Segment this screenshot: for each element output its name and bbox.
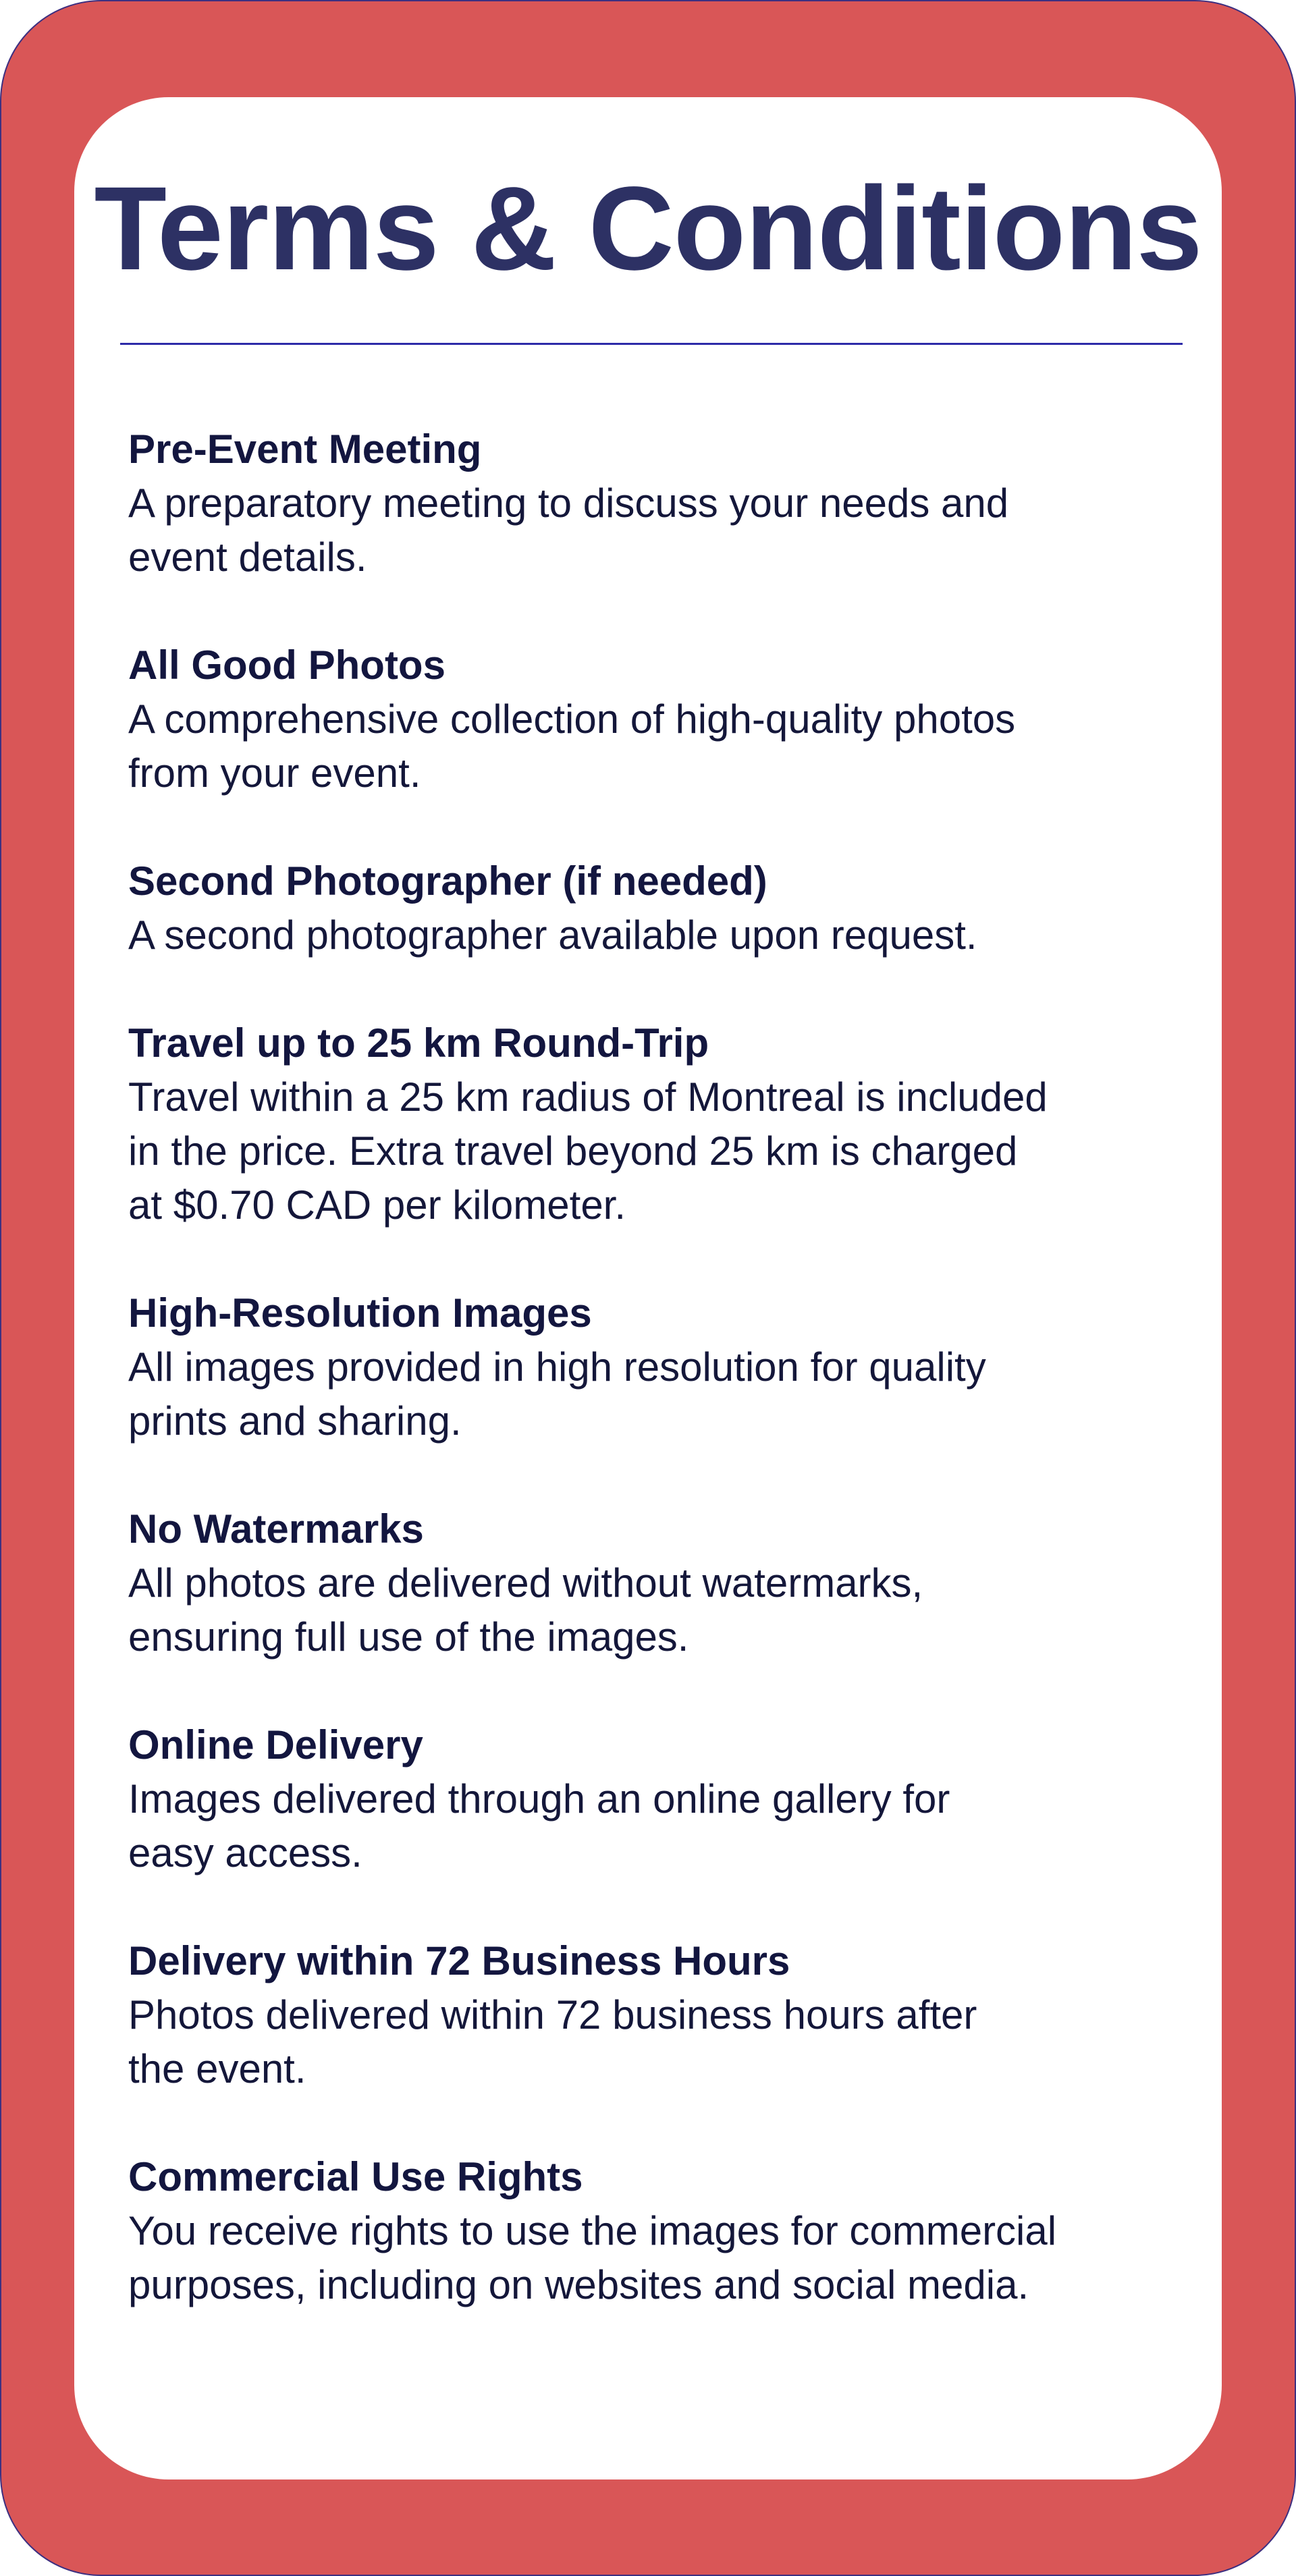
term-travel [128, 1016, 1181, 1232]
term-description: Images delivered through an online gallery for easy access. [128, 1776, 950, 1875]
term-heading: Online Delivery [128, 1722, 423, 1767]
term-description: Photos delivered within 72 business hours after the event. [128, 1992, 977, 2091]
term-all-good-photos [128, 638, 1181, 800]
terms-card [74, 97, 1222, 2479]
title-divider [120, 343, 1183, 345]
term-description: You receive rights to use the images for commercial purposes, including on websites and social media. [128, 2208, 1057, 2307]
term-description: A second photographer available upon request. [128, 912, 977, 958]
term-heading: All Good Photos [128, 642, 446, 688]
term-heading: Pre-Event Meeting [128, 427, 482, 472]
terms-list [128, 422, 1181, 2366]
term-heading: Delivery within 72 Business Hours [128, 1938, 790, 1983]
term-description: A preparatory meeting to discuss your needs and event details. [128, 481, 1009, 580]
term-online-delivery [128, 1718, 1181, 1880]
term-second-photographer [128, 854, 1181, 962]
term-description: A comprehensive collection of high-quality photos from your event. [128, 696, 1016, 796]
term-description: Travel within a 25 km radius of Montreal is included in the price. Extra travel beyond 25 km is charged at $0.70 CAD per kilometer. [128, 1074, 1048, 1228]
term-description: All photos are delivered without watermarks, ensuring full use of the images. [128, 1560, 923, 1660]
page-title: Terms & Conditions [94, 163, 1202, 295]
term-no-watermarks [128, 1502, 1181, 1664]
term-heading: Commercial Use Rights [128, 2154, 583, 2199]
term-delivery-72-hours [128, 1934, 1181, 2096]
term-description: All images provided in high resolution for quality prints and sharing. [128, 1344, 986, 1444]
term-high-resolution [128, 1286, 1181, 1448]
term-heading: No Watermarks [128, 1506, 424, 1552]
term-heading: High-Resolution Images [128, 1290, 592, 1336]
term-heading: Second Photographer (if needed) [128, 858, 767, 904]
term-pre-event-meeting [128, 422, 1181, 584]
term-commercial-use [128, 2150, 1181, 2312]
term-heading: Travel up to 25 km Round-Trip [128, 1020, 709, 1066]
